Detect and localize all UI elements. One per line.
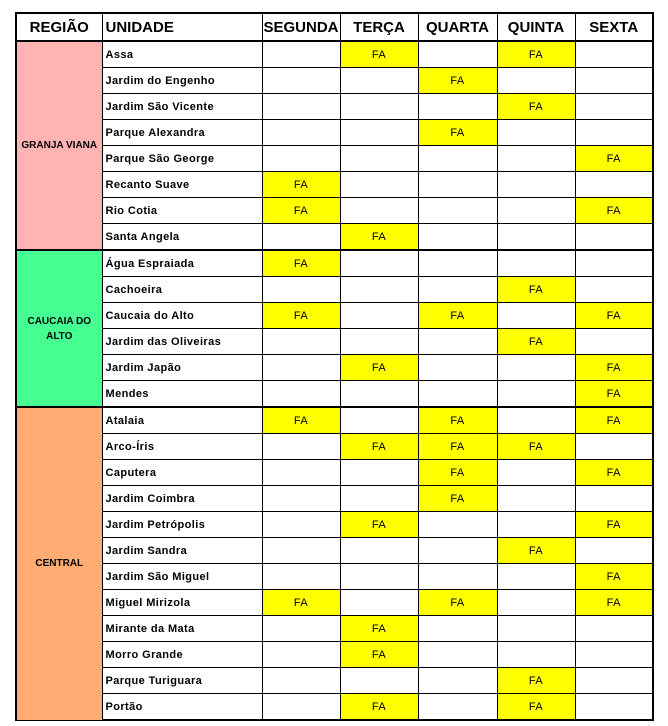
day-cell-terca: FA <box>340 434 418 460</box>
unit-cell: Caputera <box>102 460 262 486</box>
day-cell-sexta: FA <box>575 512 653 538</box>
day-cell-quinta: FA <box>497 329 575 355</box>
day-cell-terca: FA <box>340 41 418 68</box>
day-cell-segunda <box>262 41 340 68</box>
day-cell-segunda <box>262 538 340 564</box>
day-cell-quarta <box>418 198 497 224</box>
day-cell-terca <box>340 668 418 694</box>
unit-cell: Caucaia do Alto <box>102 303 262 329</box>
day-cell-quarta <box>418 250 497 277</box>
day-cell-sexta <box>575 668 653 694</box>
unit-cell: Parque São George <box>102 146 262 172</box>
day-cell-segunda <box>262 146 340 172</box>
day-cell-quinta: FA <box>497 434 575 460</box>
header-unidade: UNIDADE <box>102 13 262 41</box>
day-cell-quinta <box>497 564 575 590</box>
day-cell-segunda <box>262 355 340 381</box>
day-cell-quinta <box>497 224 575 251</box>
day-cell-sexta <box>575 434 653 460</box>
day-cell-quinta <box>497 616 575 642</box>
unit-cell: Jardim Coimbra <box>102 486 262 512</box>
day-cell-segunda <box>262 642 340 668</box>
day-cell-quinta: FA <box>497 694 575 721</box>
day-cell-segunda <box>262 94 340 120</box>
table-row <box>16 120 653 146</box>
day-cell-quarta <box>418 642 497 668</box>
day-cell-sexta <box>575 277 653 303</box>
day-cell-sexta <box>575 329 653 355</box>
day-cell-terca <box>340 564 418 590</box>
day-cell-terca <box>340 303 418 329</box>
day-cell-terca <box>340 120 418 146</box>
day-cell-sexta: FA <box>575 146 653 172</box>
day-cell-terca: FA <box>340 512 418 538</box>
unit-cell: Arco-Íris <box>102 434 262 460</box>
day-cell-sexta <box>575 538 653 564</box>
day-cell-terca: FA <box>340 694 418 721</box>
table-row <box>16 616 653 642</box>
unit-cell: Santa Angela <box>102 224 262 251</box>
day-cell-segunda: FA <box>262 303 340 329</box>
day-cell-terca <box>340 590 418 616</box>
unit-cell: Jardim São Vicente <box>102 94 262 120</box>
unit-cell: Água Espraiada <box>102 250 262 277</box>
header-quarta: QUARTA <box>418 13 497 41</box>
header-quinta: QUINTA <box>497 13 575 41</box>
day-cell-quinta <box>497 460 575 486</box>
day-cell-quinta <box>497 198 575 224</box>
day-cell-quinta <box>497 303 575 329</box>
day-cell-quinta <box>497 146 575 172</box>
day-cell-terca <box>340 94 418 120</box>
day-cell-terca <box>340 68 418 94</box>
day-cell-sexta <box>575 172 653 198</box>
day-cell-sexta <box>575 224 653 251</box>
day-cell-segunda <box>262 68 340 94</box>
unit-cell: Jardim Japão <box>102 355 262 381</box>
unit-cell: Recanto Suave <box>102 172 262 198</box>
table-row <box>16 434 653 460</box>
region-cell: CAUCAIA DO ALTO <box>16 250 102 407</box>
day-cell-terca <box>340 198 418 224</box>
table-row <box>16 381 653 408</box>
day-cell-quarta: FA <box>418 68 497 94</box>
day-cell-sexta: FA <box>575 564 653 590</box>
day-cell-sexta <box>575 250 653 277</box>
table-row <box>16 94 653 120</box>
day-cell-quarta <box>418 668 497 694</box>
day-cell-terca: FA <box>340 224 418 251</box>
header-sexta: SEXTA <box>575 13 653 41</box>
day-cell-segunda <box>262 381 340 408</box>
day-cell-quarta <box>418 146 497 172</box>
table-row <box>16 41 653 68</box>
day-cell-quinta <box>497 172 575 198</box>
day-cell-quarta <box>418 329 497 355</box>
day-cell-quinta <box>497 512 575 538</box>
day-cell-terca <box>340 146 418 172</box>
day-cell-quinta <box>497 250 575 277</box>
table-row <box>16 146 653 172</box>
day-cell-segunda <box>262 460 340 486</box>
day-cell-sexta <box>575 120 653 146</box>
day-cell-quarta <box>418 564 497 590</box>
day-cell-quinta <box>497 68 575 94</box>
table-row <box>16 277 653 303</box>
unit-cell: Portão <box>102 694 262 721</box>
day-cell-quarta <box>418 224 497 251</box>
day-cell-segunda <box>262 668 340 694</box>
unit-cell: Jardim Petrópolis <box>102 512 262 538</box>
day-cell-segunda <box>262 277 340 303</box>
table-row <box>16 172 653 198</box>
day-cell-quinta: FA <box>497 41 575 68</box>
day-cell-segunda: FA <box>262 590 340 616</box>
day-cell-quarta <box>418 616 497 642</box>
day-cell-segunda: FA <box>262 250 340 277</box>
day-cell-segunda: FA <box>262 407 340 434</box>
table-row <box>16 250 653 277</box>
table-row <box>16 407 653 434</box>
table-row <box>16 486 653 512</box>
unit-cell: Jardim São Miguel <box>102 564 262 590</box>
day-cell-quarta <box>418 355 497 381</box>
day-cell-segunda <box>262 512 340 538</box>
day-cell-terca <box>340 486 418 512</box>
day-cell-terca <box>340 538 418 564</box>
day-cell-terca <box>340 172 418 198</box>
day-cell-quinta <box>497 355 575 381</box>
day-cell-segunda <box>262 694 340 721</box>
day-cell-sexta: FA <box>575 355 653 381</box>
day-cell-sexta <box>575 41 653 68</box>
unit-cell: Jardim das Oliveiras <box>102 329 262 355</box>
day-cell-sexta <box>575 94 653 120</box>
day-cell-quinta: FA <box>497 277 575 303</box>
unit-cell: Parque Turiguara <box>102 668 262 694</box>
header-segunda: SEGUNDA <box>262 13 340 41</box>
header-row <box>16 13 653 41</box>
day-cell-terca <box>340 407 418 434</box>
table-row <box>16 224 653 251</box>
day-cell-quinta <box>497 120 575 146</box>
day-cell-terca <box>340 381 418 408</box>
day-cell-terca <box>340 329 418 355</box>
unit-cell: Assa <box>102 41 262 68</box>
day-cell-quarta <box>418 538 497 564</box>
day-cell-quarta <box>418 381 497 408</box>
table-row <box>16 303 653 329</box>
day-cell-sexta <box>575 616 653 642</box>
table-row <box>16 694 653 721</box>
unit-cell: Mirante da Mata <box>102 616 262 642</box>
day-cell-sexta <box>575 642 653 668</box>
schedule-body <box>16 41 653 720</box>
day-cell-quinta <box>497 590 575 616</box>
day-cell-quinta: FA <box>497 538 575 564</box>
unit-cell: Morro Grande <box>102 642 262 668</box>
day-cell-segunda <box>262 486 340 512</box>
day-cell-sexta: FA <box>575 303 653 329</box>
day-cell-sexta: FA <box>575 198 653 224</box>
day-cell-sexta: FA <box>575 590 653 616</box>
day-cell-segunda <box>262 616 340 642</box>
day-cell-quinta <box>497 407 575 434</box>
unit-cell: Mendes <box>102 381 262 408</box>
day-cell-segunda <box>262 564 340 590</box>
region-cell: CENTRAL <box>16 407 102 720</box>
day-cell-segunda <box>262 329 340 355</box>
region-cell: GRANJA VIANA <box>16 41 102 250</box>
table-row <box>16 668 653 694</box>
day-cell-quarta: FA <box>418 407 497 434</box>
header-terca: TERÇA <box>340 13 418 41</box>
unit-cell: Jardim Sandra <box>102 538 262 564</box>
header-regiao: REGIÃO <box>16 13 102 41</box>
day-cell-quinta <box>497 381 575 408</box>
day-cell-terca: FA <box>340 642 418 668</box>
schedule-table <box>15 12 654 721</box>
day-cell-quarta: FA <box>418 486 497 512</box>
unit-cell: Rio Cotia <box>102 198 262 224</box>
day-cell-quarta <box>418 512 497 538</box>
day-cell-quarta: FA <box>418 590 497 616</box>
unit-cell: Cachoeira <box>102 277 262 303</box>
table-row <box>16 355 653 381</box>
day-cell-quinta: FA <box>497 668 575 694</box>
unit-cell: Miguel Mirizola <box>102 590 262 616</box>
day-cell-quarta: FA <box>418 434 497 460</box>
day-cell-terca: FA <box>340 616 418 642</box>
day-cell-segunda <box>262 120 340 146</box>
table-row <box>16 198 653 224</box>
unit-cell: Jardim do Engenho <box>102 68 262 94</box>
table-row <box>16 564 653 590</box>
day-cell-quarta <box>418 172 497 198</box>
day-cell-quarta <box>418 94 497 120</box>
day-cell-quinta <box>497 642 575 668</box>
day-cell-quarta <box>418 694 497 721</box>
table-row <box>16 642 653 668</box>
day-cell-segunda: FA <box>262 198 340 224</box>
day-cell-sexta: FA <box>575 407 653 434</box>
day-cell-terca <box>340 460 418 486</box>
unit-cell: Parque Alexandra <box>102 120 262 146</box>
day-cell-quarta <box>418 277 497 303</box>
unit-cell: Atalaia <box>102 407 262 434</box>
table-row <box>16 538 653 564</box>
table-row <box>16 460 653 486</box>
table-row <box>16 512 653 538</box>
day-cell-sexta <box>575 68 653 94</box>
day-cell-segunda <box>262 224 340 251</box>
day-cell-sexta <box>575 486 653 512</box>
day-cell-sexta <box>575 694 653 721</box>
table-row <box>16 590 653 616</box>
day-cell-quarta: FA <box>418 303 497 329</box>
day-cell-terca <box>340 250 418 277</box>
day-cell-quarta: FA <box>418 460 497 486</box>
table-row <box>16 329 653 355</box>
day-cell-terca: FA <box>340 355 418 381</box>
day-cell-quarta: FA <box>418 120 497 146</box>
table-row <box>16 68 653 94</box>
day-cell-segunda <box>262 434 340 460</box>
day-cell-quinta: FA <box>497 94 575 120</box>
day-cell-quinta <box>497 486 575 512</box>
day-cell-segunda: FA <box>262 172 340 198</box>
day-cell-quarta <box>418 41 497 68</box>
day-cell-sexta: FA <box>575 460 653 486</box>
day-cell-sexta: FA <box>575 381 653 408</box>
day-cell-terca <box>340 277 418 303</box>
